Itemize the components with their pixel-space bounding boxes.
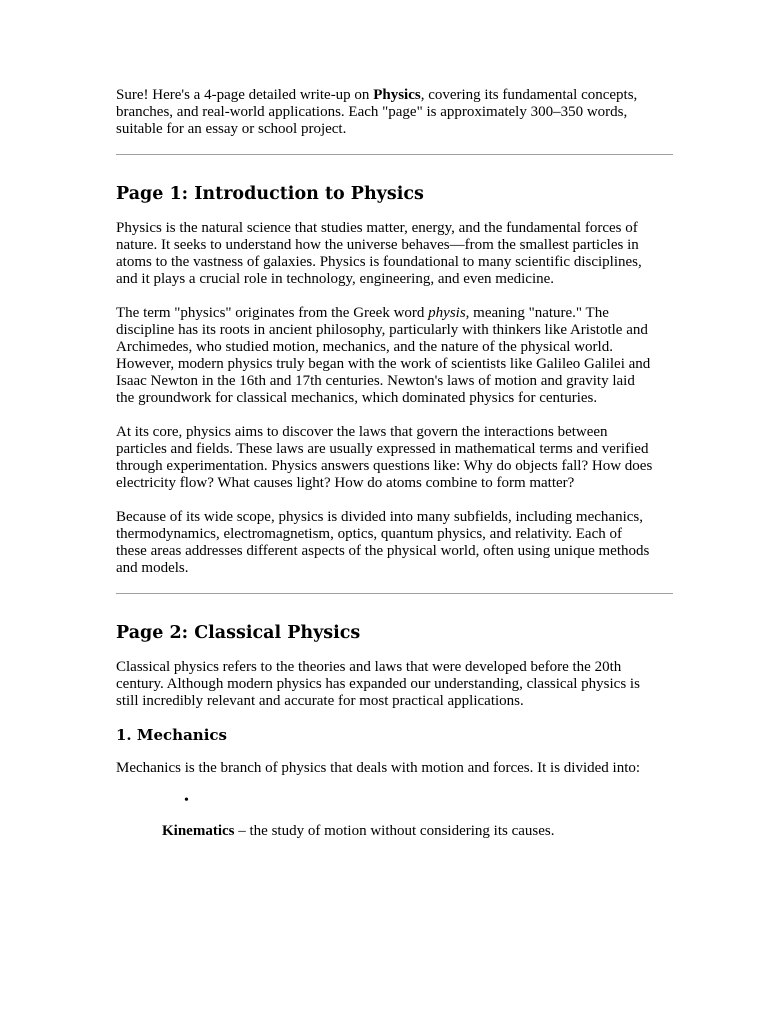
page1-paragraph-3: At its core, physics aims to discover the laws that govern the interactions between particles and fields. These laws are usually expressed in mathematical terms and verified through experimentation. Physics answers questions like: Why do objects fall? How does electricity flow? What causes light? How do atoms combine to form matter? [116, 424, 653, 491]
intro-paragraph [116, 87, 646, 138]
bullet-marker: • [184, 793, 189, 808]
page1-p2-start: The term "physics" originates from the Greek word [116, 305, 429, 321]
intro-text-end: , covering its fundamental concepts, branches, and real-world applications. Each "page" is approximately 300–350 words, suitable for an essay or school project. [116, 87, 638, 137]
page1-paragraph-2 [116, 305, 656, 407]
page1-paragraph-4: Because of its wide scope, physics is divided into many subfields, including mechanics, thermodynamics, electromagnetism, optics, quantum physics, and relativity. Each of these areas addresses different aspects of the physical world, often using unique methods and models. [116, 509, 650, 576]
document-body [116, 87, 656, 840]
kinematics-paragraph [162, 823, 656, 840]
page1-heading: Page 1: Introduction to Physics [116, 184, 424, 204]
kinematics-term: Kinematics [162, 823, 235, 839]
divider-1 [116, 154, 673, 155]
intro-text-start: Sure! Here's a 4-page detailed write-up on [116, 87, 374, 103]
kinematics-description: – the study of motion without considering its causes. [234, 823, 555, 839]
page2-subheading-mechanics: 1. Mechanics [116, 726, 227, 744]
page2-paragraph-2: Mechanics is the branch of physics that deals with motion and forces. It is divided into: [116, 760, 641, 776]
divider-2 [116, 593, 673, 594]
intro-bold-physics: Physics [373, 87, 421, 103]
page1-p2-italic-physis: physis [428, 305, 466, 321]
page2-paragraph-1: Classical physics refers to the theories and laws that were developed before the 20th century. Although modern physics has expanded our understanding, classical physics is still incredibly relevant and accurate for most practical applications. [116, 659, 640, 709]
page2-heading: Page 2: Classical Physics [116, 623, 361, 643]
page1-paragraph-1: Physics is the natural science that studies matter, energy, and the fundamental forces of nature. It seeks to understand how the universe behaves—from the smallest particles in atoms to the vastness of galaxies. Physics is foundational to many scientific disciplines, and it plays a crucial role in technology, engineering, and even medicine. [116, 220, 642, 287]
page1-p2-end: , meaning "nature." The discipline has its roots in ancient philosophy, particularly with thinkers like Aristotle and Archimedes, who studied motion, mechanics, and the nature of the physical world. However, modern physics truly began with the work of scientists like Galileo Galilei and Isaac Newton in the 16th and 17th centuries. Newton's laws of motion and gravity laid the groundwork for classical mechanics, which dominated physics for centuries. [116, 305, 651, 406]
list-item [116, 792, 656, 812]
